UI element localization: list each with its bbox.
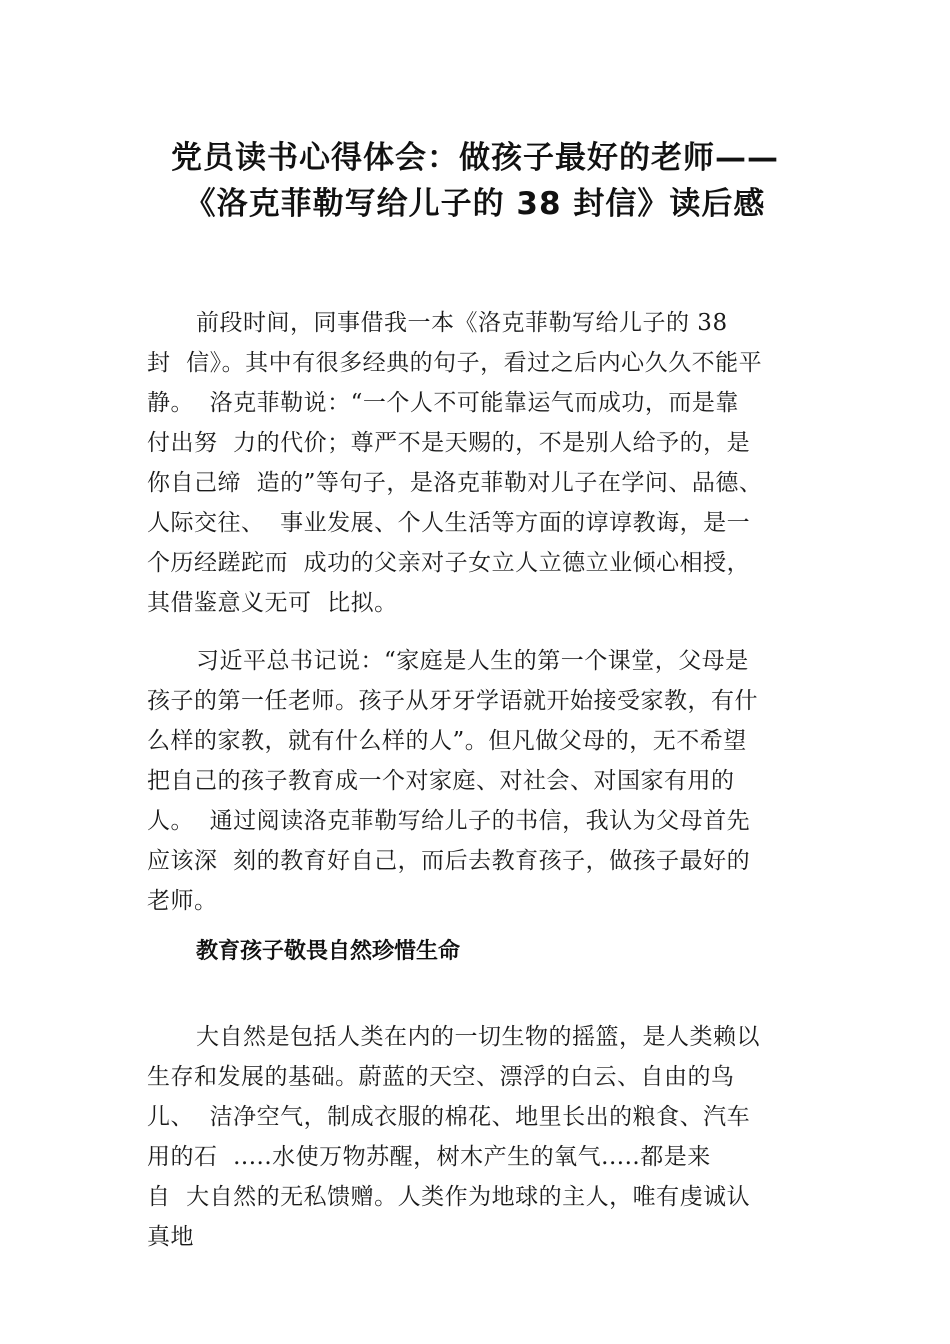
paragraph-1-line-7: 个历经蹉跎而 成功的父亲对子女立人立德立业倾心相授， [147, 550, 751, 576]
section-heading: 教育孩子敬畏自然珍惜生命 [196, 939, 461, 964]
document-title-line-1: 党员读书心得体会：做孩子最好的老师—— [171, 140, 779, 176]
paragraph-1-line-2: 封 信》。其中有很多经典的句子，看过之后内心久久不能平 [147, 350, 763, 376]
paragraph-3-line-4: 用的石 .....水使万物苏醒，树木产生的氧气.....都是来 [147, 1144, 711, 1170]
paragraph-2-line-3: 么样的家教，就有什么样的人”。但凡做父母的，无不希望 [147, 728, 747, 754]
paragraph-2-line-2: 孩子的第一任老师。孩子从牙牙学语就开始接受家教，有什 [147, 688, 758, 714]
paragraph-3-line-5: 自 大自然的无私馈赠。人类作为地球的主人，唯有虔诚认 [147, 1184, 751, 1210]
paragraph-1-line-6: 人际交往、 事业发展、个人生活等方面的谆谆教诲，是一 [147, 510, 751, 536]
paragraph-3-line-2: 生存和发展的基础。蔚蓝的天空、漂浮的白云、自由的鸟 [147, 1064, 735, 1090]
document-title-line-2: 《洛克菲勒写给儿子的 38 封信》读后感 [184, 186, 766, 222]
paragraph-2-line-1: 习近平总书记说：“家庭是人生的第一个课堂，父母是 [196, 648, 749, 674]
paragraph-3-line-6: 真地 [147, 1224, 194, 1250]
paragraph-3-line-3: 儿、 洁净空气，制成衣服的棉花、地里长出的粮食、汽车 [147, 1104, 751, 1130]
paragraph-3-line-1: 大自然是包括人类在内的一切生物的摇篮，是人类赖以 [196, 1024, 760, 1050]
paragraph-2-line-7: 老师。 [147, 888, 218, 914]
paragraph-1-line-3: 静。 洛克菲勒说：“一个人不可能靠运气而成功，而是靠 [147, 390, 739, 416]
paragraph-1-line-8: 其借鉴意义无可 比拟。 [147, 590, 398, 616]
paragraph-1-line-1: 前段时间，同事借我一本《洛克菲勒写给儿子的 38 [196, 310, 728, 336]
paragraph-1-line-5: 你自己缔 造的”等句子，是洛克菲勒对儿子在学问、品德、 [147, 470, 763, 496]
paragraph-2-line-4: 把自己的孩子教育成一个对家庭、对社会、对国家有用的 [147, 768, 735, 794]
paragraph-1-line-4: 付出努 力的代价；尊严不是天赐的，不是别人给予的，是 [147, 430, 751, 456]
paragraph-2-line-6: 应该深 刻的教育好自己，而后去教育孩子，做孩子最好的 [147, 848, 751, 874]
paragraph-2-line-5: 人。 通过阅读洛克菲勒写给儿子的书信，我认为父母首先 [147, 808, 751, 834]
